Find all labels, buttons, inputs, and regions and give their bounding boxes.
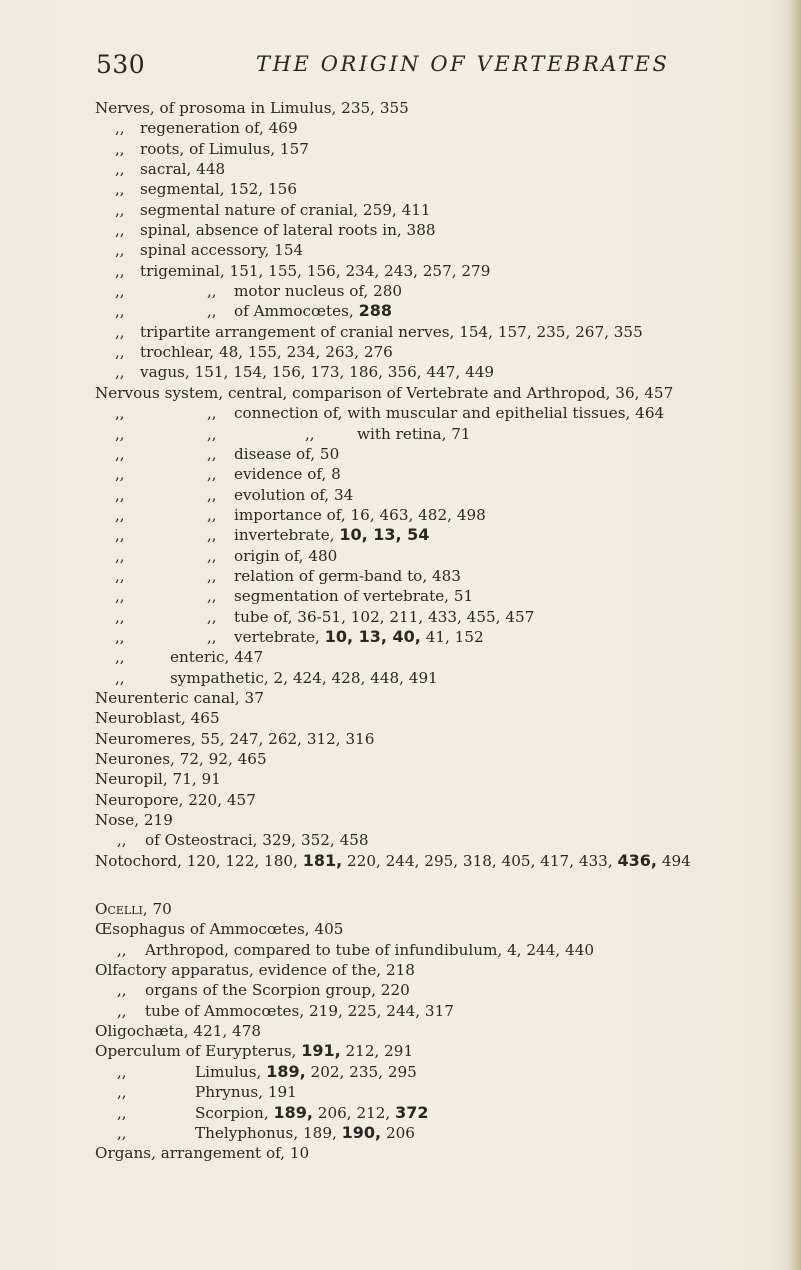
index-entry bbox=[95, 1021, 795, 1041]
entry-text-run bbox=[234, 525, 429, 545]
entry-text-run bbox=[145, 980, 410, 1000]
index-entry bbox=[95, 1143, 795, 1163]
ditto-mark: ,, bbox=[115, 302, 125, 321]
ditto-mark: ,, bbox=[305, 424, 315, 443]
index-entry bbox=[95, 1103, 795, 1123]
entry-text-run bbox=[140, 139, 309, 159]
entry-text-run bbox=[234, 505, 486, 525]
index-entry bbox=[95, 769, 795, 789]
ditto-mark: ,, bbox=[115, 363, 125, 382]
ditto-mark: ,, bbox=[115, 282, 125, 301]
entry-text: 206 bbox=[385, 1123, 415, 1142]
entry-text: connection of, with muscular and epithelial tissues, 464 bbox=[234, 404, 665, 423]
entry-heading: Operculum of Eurypterus, bbox=[95, 1042, 297, 1061]
index-entry bbox=[95, 485, 795, 505]
index-entry bbox=[95, 424, 795, 444]
ditto-mark: ,, bbox=[115, 465, 125, 484]
index-entry bbox=[95, 403, 795, 423]
entry-text: 206, 212, bbox=[317, 1103, 391, 1122]
ditto-mark: ,, bbox=[207, 465, 217, 484]
entry-heading: Neuroblast, 465 bbox=[95, 709, 220, 728]
ditto-mark: ,, bbox=[207, 444, 217, 463]
entry-heading: Neuropil, 71, 91 bbox=[95, 770, 221, 789]
index-entry bbox=[95, 940, 795, 960]
index-entry bbox=[95, 708, 795, 728]
ditto-mark: ,, bbox=[117, 831, 127, 850]
entry-text-run bbox=[95, 1143, 309, 1163]
index-entry bbox=[95, 830, 795, 850]
index-entry bbox=[95, 688, 795, 708]
entry-subheading: organs of the Scorpion group, 220 bbox=[145, 981, 410, 1000]
ditto-mark: ,, bbox=[207, 627, 217, 646]
ditto-mark: ,, bbox=[115, 648, 125, 667]
index-entry bbox=[95, 220, 795, 240]
ditto-mark: ,, bbox=[115, 566, 125, 585]
entry-heading: Notochord, 120, 122, 180, bbox=[95, 851, 298, 870]
entry-subheading: Thelyphonus, 189, bbox=[195, 1123, 337, 1142]
bold-page-ref: 189, bbox=[266, 1061, 306, 1081]
entry-text-run bbox=[234, 444, 339, 464]
entry-text: segmentation of vertebrate, 51 bbox=[234, 587, 474, 606]
entry-text: trigeminal, 151, 155, 156, 234, 243, 257, 279 bbox=[140, 261, 491, 280]
index-entry bbox=[95, 179, 795, 199]
entry-text: importance of, 16, 463, 482, 498 bbox=[234, 505, 486, 524]
entry-text-run bbox=[95, 769, 221, 789]
entry-text: with retina, 71 bbox=[357, 424, 471, 443]
entry-text-run bbox=[145, 1001, 454, 1021]
entry-text-run bbox=[195, 1082, 297, 1102]
entry-text: vagus, 151, 154, 156, 173, 186, 356, 447, 449 bbox=[140, 363, 495, 382]
ditto-mark: ,, bbox=[117, 1083, 127, 1102]
entry-subheading: Phrynus, 191 bbox=[195, 1083, 297, 1102]
entry-text-run bbox=[234, 485, 353, 505]
entry-heading: Neurenteric canal, 37 bbox=[95, 688, 264, 707]
ditto-mark: ,, bbox=[115, 200, 125, 219]
index-entry bbox=[95, 301, 795, 321]
ditto-mark: ,, bbox=[115, 485, 125, 504]
entry-text: disease of, 50 bbox=[234, 444, 340, 463]
entry-text: origin of, 480 bbox=[234, 546, 338, 565]
entry-subheading: tube of Ammocœtes, 219, 225, 244, 317 bbox=[145, 1001, 454, 1020]
entry-text-run bbox=[95, 899, 172, 919]
entry-text-run bbox=[140, 342, 393, 362]
index-entry bbox=[95, 586, 795, 606]
index-entries bbox=[95, 98, 795, 1164]
entry-text-run bbox=[95, 960, 415, 980]
index-entry bbox=[95, 525, 795, 545]
index-entry bbox=[95, 322, 795, 342]
ditto-mark: ,, bbox=[115, 221, 125, 240]
entry-text-run bbox=[140, 118, 298, 138]
index-entry bbox=[95, 200, 795, 220]
bold-page-ref: 10, 13, 54 bbox=[339, 525, 430, 545]
entry-text-run bbox=[357, 424, 471, 444]
entry-text-run bbox=[95, 98, 409, 118]
index-entry bbox=[95, 627, 795, 647]
entry-subheading: Scorpion, bbox=[195, 1103, 269, 1122]
entry-text: of Ammocœtes, bbox=[234, 302, 354, 321]
entry-text-run bbox=[234, 627, 484, 647]
entry-subheading: Arthropod, compared to tube of infundibulum, 4, 244, 440 bbox=[145, 940, 595, 959]
entry-text: enteric, 447 bbox=[170, 648, 264, 667]
bold-page-ref: 288 bbox=[358, 301, 392, 321]
entry-text: 494 bbox=[661, 851, 691, 870]
entry-text: spinal accessory, 154 bbox=[140, 241, 304, 260]
entry-text-run bbox=[195, 1103, 429, 1123]
entry-text-run bbox=[95, 708, 220, 728]
index-entry bbox=[95, 1041, 795, 1061]
ditto-mark: ,, bbox=[115, 404, 125, 423]
ditto-mark: ,, bbox=[115, 526, 125, 545]
index-entry bbox=[95, 729, 795, 749]
entry-text: tripartite arrangement of cranial nerves, 154, 157, 235, 267, 355 bbox=[140, 322, 643, 341]
entry-text-run bbox=[140, 159, 225, 179]
ditto-mark: ,, bbox=[207, 587, 217, 606]
running-head bbox=[96, 44, 736, 84]
ditto-mark: ,, bbox=[115, 180, 125, 199]
index-entry bbox=[95, 1001, 795, 1021]
entry-text-run bbox=[95, 383, 673, 403]
ditto-mark: ,, bbox=[115, 505, 125, 524]
index-entry bbox=[95, 919, 795, 939]
entry-text-run bbox=[195, 1062, 417, 1082]
ditto-mark: ,, bbox=[115, 444, 125, 463]
ditto-mark: ,, bbox=[115, 322, 125, 341]
ditto-mark: ,, bbox=[117, 981, 127, 1000]
index-entry bbox=[95, 749, 795, 769]
entry-text-run bbox=[95, 1021, 261, 1041]
index-entry bbox=[95, 261, 795, 281]
ditto-mark: ,, bbox=[117, 1103, 127, 1122]
index-entry bbox=[95, 159, 795, 179]
entry-text: vertebrate, bbox=[234, 627, 320, 646]
entry-text: tube of, 36-51, 102, 211, 433, 455, 457 bbox=[234, 607, 535, 626]
entry-text: sacral, 448 bbox=[140, 160, 226, 179]
entry-text-run bbox=[145, 830, 369, 850]
index-entry bbox=[95, 566, 795, 586]
entry-text: trochlear, 48, 155, 234, 263, 276 bbox=[140, 343, 393, 362]
index-entry bbox=[95, 362, 795, 382]
index-entry bbox=[95, 98, 795, 118]
ditto-mark: ,, bbox=[115, 627, 125, 646]
entry-text-run bbox=[140, 362, 494, 382]
ditto-mark: ,, bbox=[207, 526, 217, 545]
entry-text-run bbox=[195, 1123, 415, 1143]
index-entry bbox=[95, 1082, 795, 1102]
running-title: THE ORIGIN OF VERTEBRATES bbox=[256, 52, 670, 76]
ditto-mark: ,, bbox=[115, 343, 125, 362]
ditto-mark: ,, bbox=[117, 940, 127, 959]
index-entry bbox=[95, 899, 795, 919]
bold-page-ref: 190, bbox=[341, 1122, 382, 1142]
index-entry bbox=[95, 383, 795, 403]
entry-text-run bbox=[140, 220, 436, 240]
index-entry bbox=[95, 1123, 795, 1143]
entry-text-run bbox=[234, 464, 341, 484]
index-entry bbox=[95, 960, 795, 980]
entry-text-run bbox=[170, 668, 438, 688]
index-entry bbox=[95, 668, 795, 688]
ditto-mark: ,, bbox=[117, 1062, 127, 1081]
ditto-mark: ,, bbox=[207, 607, 217, 626]
entry-text: invertebrate, bbox=[234, 526, 335, 545]
index-entry bbox=[95, 810, 795, 830]
index-entry bbox=[95, 980, 795, 1000]
entry-text: sympathetic, 2, 424, 428, 448, 491 bbox=[170, 668, 438, 687]
ditto-mark: ,, bbox=[207, 505, 217, 524]
entry-text-run bbox=[170, 647, 263, 667]
bold-page-ref: 10, 13, 40, bbox=[324, 626, 421, 646]
entry-text: motor nucleus of, 280 bbox=[234, 282, 403, 301]
entry-text-run bbox=[95, 851, 691, 871]
entry-text: 220, 244, 295, 318, 405, 417, 433, bbox=[347, 851, 613, 870]
index-entry bbox=[95, 281, 795, 301]
index-entry bbox=[95, 464, 795, 484]
ditto-mark: ,, bbox=[207, 566, 217, 585]
entry-heading: Organs, arrangement of, 10 bbox=[95, 1144, 310, 1163]
entry-text-run bbox=[95, 749, 267, 769]
entry-text: 212, 291 bbox=[345, 1042, 414, 1061]
bold-page-ref: 189, bbox=[273, 1102, 313, 1122]
entry-text: 41, 152 bbox=[425, 627, 484, 646]
entry-text-run bbox=[140, 322, 643, 342]
entry-text-run bbox=[234, 281, 402, 301]
ditto-mark: ,, bbox=[115, 587, 125, 606]
entry-text-run bbox=[95, 729, 374, 749]
entry-text-run bbox=[95, 790, 256, 810]
entry-heading: Œsophagus of Ammocœtes, 405 bbox=[95, 920, 344, 939]
ditto-mark: ,, bbox=[115, 241, 125, 260]
ditto-mark: ,, bbox=[115, 139, 125, 158]
entry-text: segmental, 152, 156 bbox=[140, 180, 297, 199]
entry-heading: Neuropore, 220, 457 bbox=[95, 790, 256, 809]
entry-heading: Olfactory apparatus, evidence of the, 218 bbox=[95, 961, 415, 980]
entry-text-run bbox=[234, 403, 664, 423]
index-entry bbox=[95, 118, 795, 138]
index-entry bbox=[95, 607, 795, 627]
index-entry bbox=[95, 240, 795, 260]
index-entry bbox=[95, 1062, 795, 1082]
index-entry bbox=[95, 139, 795, 159]
entry-subheading: Limulus, bbox=[195, 1062, 262, 1081]
entry-text-run bbox=[140, 240, 303, 260]
index-entry bbox=[95, 505, 795, 525]
page-number: 530 bbox=[96, 50, 146, 79]
ditto-mark: ,, bbox=[207, 424, 217, 443]
entry-heading: Oligochæta, 421, 478 bbox=[95, 1022, 262, 1041]
entry-text: relation of germ-band to, 483 bbox=[234, 566, 461, 585]
bold-page-ref: 372 bbox=[395, 1102, 429, 1122]
entry-text-run bbox=[145, 940, 594, 960]
entry-heading: Nerves, of prosoma in Limulus, 235, 355 bbox=[95, 99, 409, 117]
entry-text-run bbox=[140, 200, 431, 220]
entry-text-run bbox=[95, 688, 264, 708]
ditto-mark: ,, bbox=[115, 119, 125, 138]
index-entry bbox=[95, 444, 795, 464]
entry-heading: Neuromeres, 55, 247, 262, 312, 316 bbox=[95, 729, 375, 748]
ditto-mark: ,, bbox=[115, 668, 125, 687]
entry-heading: Nose, 219 bbox=[95, 811, 173, 830]
entry-text-run bbox=[234, 586, 473, 606]
ditto-mark: ,, bbox=[115, 261, 125, 280]
index-entry bbox=[95, 851, 795, 871]
ditto-mark: ,, bbox=[207, 404, 217, 423]
index-entry bbox=[95, 342, 795, 362]
index-entry bbox=[95, 647, 795, 667]
entry-heading: Nervous system, central, comparison of Vertebrate and Arthropod, 36, 457 bbox=[95, 383, 674, 402]
entry-text: 202, 235, 295 bbox=[310, 1062, 417, 1081]
entry-text: evolution of, 34 bbox=[234, 485, 354, 504]
entry-text-run bbox=[95, 919, 343, 939]
ditto-mark: ,, bbox=[115, 160, 125, 179]
entry-text-run bbox=[140, 261, 490, 281]
entry-text: roots, of Limulus, 157 bbox=[140, 139, 309, 158]
ditto-mark: ,, bbox=[207, 546, 217, 565]
entry-text-run bbox=[95, 810, 173, 830]
ditto-mark: ,, bbox=[115, 424, 125, 443]
ditto-mark: ,, bbox=[115, 607, 125, 626]
entry-subheading: of Osteostraci, 329, 352, 458 bbox=[145, 831, 369, 850]
entry-text-run bbox=[140, 179, 297, 199]
ditto-mark: ,, bbox=[207, 302, 217, 321]
index-entry bbox=[95, 546, 795, 566]
entry-text: spinal, absence of lateral roots in, 388 bbox=[140, 221, 436, 240]
index-entry bbox=[95, 790, 795, 810]
entry-text-run bbox=[234, 546, 337, 566]
bold-page-ref: 191, bbox=[301, 1041, 341, 1061]
entry-heading: Neurones, 72, 92, 465 bbox=[95, 750, 267, 768]
ditto-mark: ,, bbox=[115, 546, 125, 565]
entry-text: segmental nature of cranial, 259, 411 bbox=[140, 200, 431, 219]
ditto-mark: ,, bbox=[207, 485, 217, 504]
section-gap bbox=[95, 871, 795, 899]
bold-page-ref: 181, bbox=[302, 850, 343, 870]
ditto-mark: ,, bbox=[117, 1001, 127, 1020]
entry-text-run bbox=[95, 1041, 413, 1061]
entry-text-run bbox=[234, 566, 461, 586]
entry-heading: Ocelli, 70 bbox=[95, 900, 172, 919]
ditto-mark: ,, bbox=[207, 282, 217, 301]
entry-text-run bbox=[234, 301, 392, 321]
entry-text: evidence of, 8 bbox=[234, 465, 341, 484]
entry-text: regeneration of, 469 bbox=[140, 119, 298, 138]
entry-text-run bbox=[234, 607, 534, 627]
bold-page-ref: 436, bbox=[617, 850, 657, 870]
ditto-mark: ,, bbox=[117, 1123, 127, 1142]
